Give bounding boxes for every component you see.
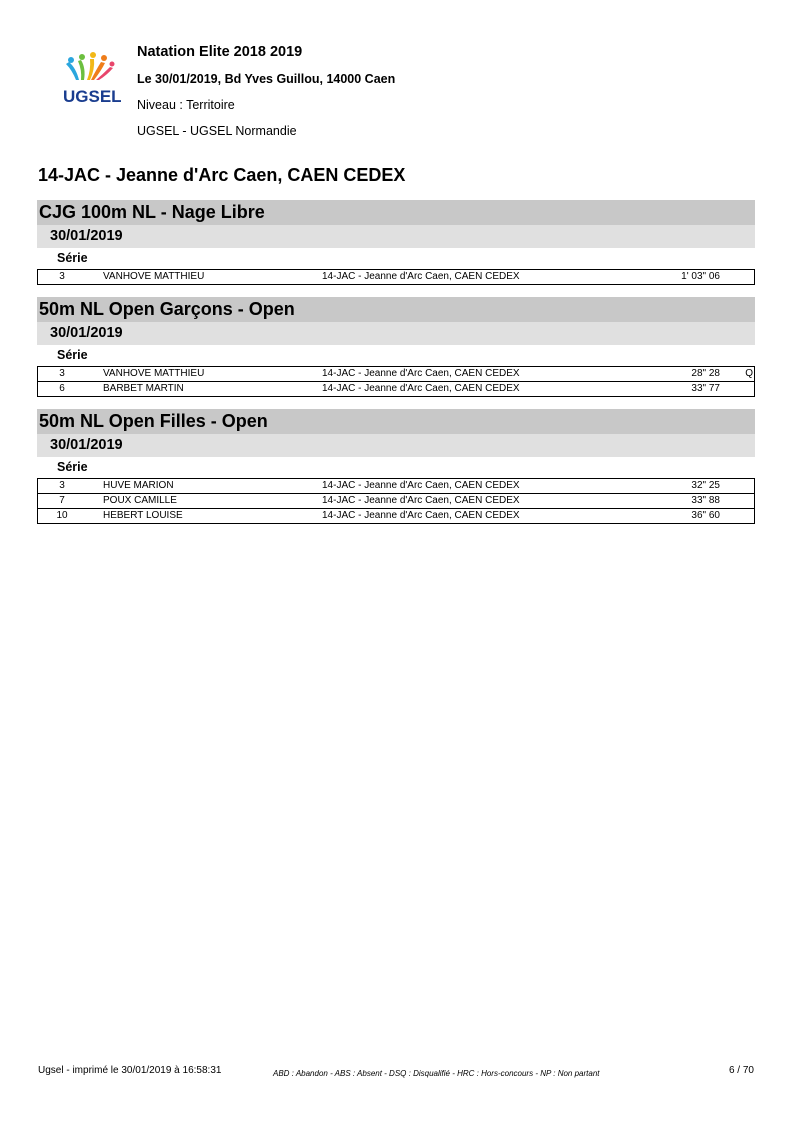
event-title: CJG 100m NL - Nage Libre bbox=[37, 200, 755, 225]
result-row bbox=[38, 508, 754, 523]
result-swimmer: POUX CAMILLE bbox=[103, 495, 177, 506]
logo-figures-icon bbox=[66, 52, 115, 80]
result-club: 14-JAC - Jeanne d'Arc Caen, CAEN CEDEX bbox=[322, 383, 520, 394]
event-block bbox=[37, 409, 755, 524]
abbreviation-legend: ABD : Abandon - ABS : Absent - DSQ : Disqualifié - HRC : Hors-concours - NP : Non partant bbox=[273, 1069, 600, 1078]
competition-organizer: UGSEL - UGSEL Normandie bbox=[137, 124, 297, 138]
result-swimmer: VANHOVE MATTHIEU bbox=[103, 368, 205, 379]
result-club: 14-JAC - Jeanne d'Arc Caen, CAEN CEDEX bbox=[322, 271, 520, 282]
result-row bbox=[38, 493, 754, 508]
event-date: 30/01/2019 bbox=[37, 434, 755, 457]
competition-venue: Le 30/01/2019, Bd Yves Guillou, 14000 Caen bbox=[137, 72, 396, 86]
event-title: 50m NL Open Filles - Open bbox=[37, 409, 755, 434]
result-rank: 7 bbox=[59, 495, 65, 506]
result-row bbox=[38, 270, 754, 284]
event-serie-label: Série bbox=[57, 348, 88, 362]
events-list bbox=[37, 200, 755, 536]
club-title: 14-JAC - Jeanne d'Arc Caen, CAEN CEDEX bbox=[38, 165, 406, 185]
result-swimmer: VANHOVE MATTHIEU bbox=[103, 271, 205, 282]
result-rank: 3 bbox=[59, 271, 65, 282]
result-time: 33" 88 bbox=[691, 495, 720, 506]
event-serie-label: Série bbox=[57, 251, 88, 265]
result-row bbox=[38, 381, 754, 396]
result-rank: 10 bbox=[56, 510, 68, 521]
event-title: 50m NL Open Garçons - Open bbox=[37, 297, 755, 322]
result-swimmer: BARBET MARTIN bbox=[103, 383, 184, 394]
ugsel-logo bbox=[60, 52, 126, 108]
result-club: 14-JAC - Jeanne d'Arc Caen, CAEN CEDEX bbox=[322, 510, 520, 521]
result-swimmer: HUVE MARION bbox=[103, 480, 174, 491]
page-footer bbox=[38, 1065, 754, 1081]
result-club: 14-JAC - Jeanne d'Arc Caen, CAEN CEDEX bbox=[322, 368, 520, 379]
results-table bbox=[37, 366, 755, 397]
page-number: 6 / 70 bbox=[728, 1065, 754, 1076]
result-time: 33" 77 bbox=[691, 383, 720, 394]
event-block bbox=[37, 200, 755, 285]
result-time: 32" 25 bbox=[691, 480, 720, 491]
competition-title: Natation Elite 2018 2019 bbox=[137, 44, 303, 60]
svg-text:UGSEL: UGSEL bbox=[63, 87, 122, 106]
results-table bbox=[37, 478, 755, 524]
results-table bbox=[37, 269, 755, 285]
event-date: 30/01/2019 bbox=[37, 322, 755, 345]
result-time: 36" 60 bbox=[691, 510, 720, 521]
document-header bbox=[137, 44, 395, 141]
event-serie-label: Série bbox=[57, 460, 88, 474]
result-row bbox=[38, 367, 754, 381]
result-swimmer: HEBERT LOUISE bbox=[103, 510, 183, 521]
result-rank: 3 bbox=[59, 480, 65, 491]
result-time: 28" 28 bbox=[691, 368, 720, 379]
result-flag: Q bbox=[745, 368, 753, 379]
competition-level: Niveau : Territoire bbox=[137, 98, 235, 112]
result-row bbox=[38, 479, 754, 493]
event-block bbox=[37, 297, 755, 397]
result-club: 14-JAC - Jeanne d'Arc Caen, CAEN CEDEX bbox=[322, 480, 520, 491]
event-date: 30/01/2019 bbox=[37, 225, 755, 248]
result-club: 14-JAC - Jeanne d'Arc Caen, CAEN CEDEX bbox=[322, 495, 520, 506]
result-rank: 6 bbox=[59, 383, 65, 394]
print-timestamp: Ugsel - imprimé le 30/01/2019 à 16:58:31 bbox=[38, 1065, 222, 1076]
result-time: 1' 03" 06 bbox=[681, 271, 720, 282]
result-rank: 3 bbox=[59, 368, 65, 379]
